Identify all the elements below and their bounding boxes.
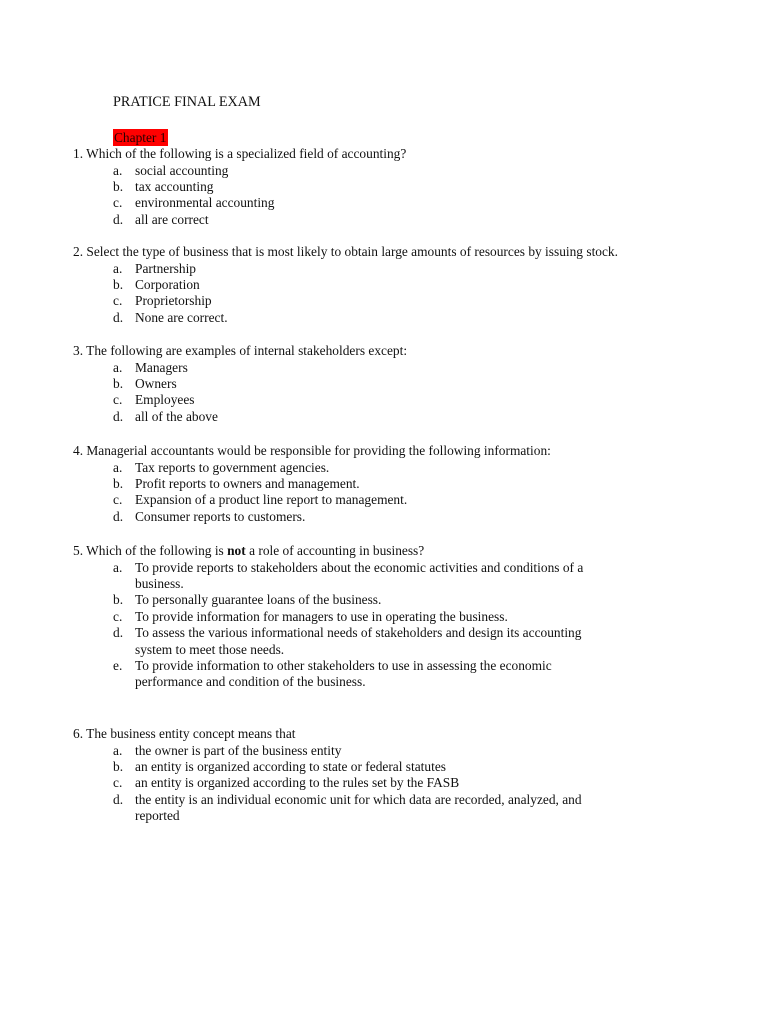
option-text: To provide information for managers to use in operating the business.	[135, 608, 508, 624]
option-d	[73, 509, 713, 525]
option-letter: c.	[113, 293, 123, 309]
option-letter: b.	[113, 592, 124, 608]
question-text: 3. The following are examples of internal stakeholders except:	[73, 343, 408, 358]
option-a	[73, 360, 713, 376]
question-6	[73, 726, 713, 825]
option-letter: c.	[113, 608, 123, 624]
question-3	[73, 343, 713, 425]
option-d	[73, 625, 713, 658]
option-c	[73, 195, 713, 211]
option-text: social accounting	[135, 162, 229, 178]
option-text: To provide reports to stakeholders about the economic activities and conditions of a business.	[135, 559, 584, 591]
option-text: Proprietorship	[135, 293, 212, 309]
option-letter: b.	[113, 179, 124, 194]
option-list	[73, 560, 713, 691]
option-d	[73, 409, 713, 425]
option-text: Owners	[135, 376, 177, 391]
option-c	[73, 293, 713, 309]
option-e	[73, 658, 713, 691]
option-letter: b.	[113, 277, 124, 292]
question-text-start: 5. Which of the following is	[73, 543, 228, 558]
option-letter: a.	[113, 742, 123, 758]
option-letter: d.	[113, 408, 124, 424]
option-text: Partnership	[135, 260, 196, 276]
option-c	[73, 775, 713, 791]
question-2	[73, 244, 713, 326]
option-b	[73, 277, 713, 293]
option-a	[73, 560, 713, 593]
option-text: the owner is part of the business entity	[135, 742, 342, 758]
option-letter: c.	[113, 775, 123, 791]
option-list	[73, 163, 713, 229]
option-b	[73, 376, 713, 392]
question-text-end: a role of accounting in business?	[245, 543, 425, 558]
option-letter: e.	[113, 658, 123, 674]
question-4	[73, 443, 713, 525]
option-text: all are correct	[135, 211, 209, 227]
question-text	[73, 543, 713, 560]
option-text: Profit reports to owners and management.	[135, 476, 360, 491]
option-letter: d.	[113, 625, 124, 641]
question-text: 4. Managerial accountants would be responsible for providing the following information:	[73, 443, 551, 458]
option-text: Consumer reports to customers.	[135, 508, 306, 524]
option-text: Corporation	[135, 277, 200, 292]
option-letter: d.	[113, 309, 124, 325]
option-text: Managers	[135, 359, 188, 375]
page-title: PRATICE FINAL EXAM	[113, 94, 261, 110]
option-text: Tax reports to government agencies.	[135, 459, 330, 475]
option-letter: a.	[113, 260, 123, 276]
option-letter: a.	[113, 162, 123, 178]
option-list	[73, 360, 713, 426]
option-b	[73, 476, 713, 492]
chapter-heading-highlighted: Chapter 1	[114, 130, 167, 145]
option-c	[73, 609, 713, 625]
option-letter: b.	[113, 476, 124, 491]
option-letter: c.	[113, 492, 123, 508]
option-a	[73, 460, 713, 476]
option-d	[73, 212, 713, 228]
option-list	[73, 261, 713, 327]
question-text: 6. The business entity concept means that	[73, 726, 296, 741]
option-letter: d.	[113, 211, 124, 227]
option-a	[73, 261, 713, 277]
option-letter: b.	[113, 759, 124, 774]
option-b	[73, 759, 713, 775]
option-a	[73, 163, 713, 179]
option-list	[73, 743, 713, 825]
option-d	[73, 310, 713, 326]
option-letter: a.	[113, 559, 123, 575]
option-text: None are correct.	[135, 309, 228, 325]
option-c	[73, 492, 713, 508]
question-text-emphasis: not	[227, 543, 246, 558]
option-text: tax accounting	[135, 179, 214, 194]
option-text: To provide information to other stakeholders to use in assessing the economic performance and condition of the business.	[135, 658, 552, 690]
question-text: 2. Select the type of business that is most likely to obtain large amounts of resources by issuing stock.	[73, 244, 618, 259]
option-letter: a.	[113, 359, 123, 375]
option-letter: a.	[113, 459, 123, 475]
option-text: all of the above	[135, 408, 218, 424]
option-letter: c.	[113, 392, 123, 408]
option-text: an entity is organized according to the rules set by the FASB	[135, 775, 460, 791]
option-letter: c.	[113, 195, 123, 211]
option-letter: b.	[113, 376, 124, 391]
question-1	[73, 146, 713, 228]
option-text: To assess the various informational needs of stakeholders and design its accounting system to meet those needs.	[135, 625, 582, 657]
option-text: Employees	[135, 392, 195, 408]
question-text: 1. Which of the following is a specialized field of accounting?	[73, 146, 407, 161]
option-text: Expansion of a product line report to management.	[135, 492, 408, 508]
option-text: environmental accounting	[135, 195, 275, 211]
option-letter: d.	[113, 508, 124, 524]
option-d	[73, 792, 713, 825]
option-list	[73, 460, 713, 526]
option-letter: d.	[113, 791, 124, 807]
option-text: the entity is an individual economic unit for which data are recorded, analyzed, and reported	[135, 791, 582, 824]
question-5	[73, 543, 713, 691]
option-c	[73, 392, 713, 408]
option-a	[73, 743, 713, 759]
option-b	[73, 179, 713, 195]
option-text: To personally guarantee loans of the business.	[135, 592, 382, 608]
option-b	[73, 592, 713, 608]
option-text: an entity is organized according to state or federal statutes	[135, 759, 446, 774]
